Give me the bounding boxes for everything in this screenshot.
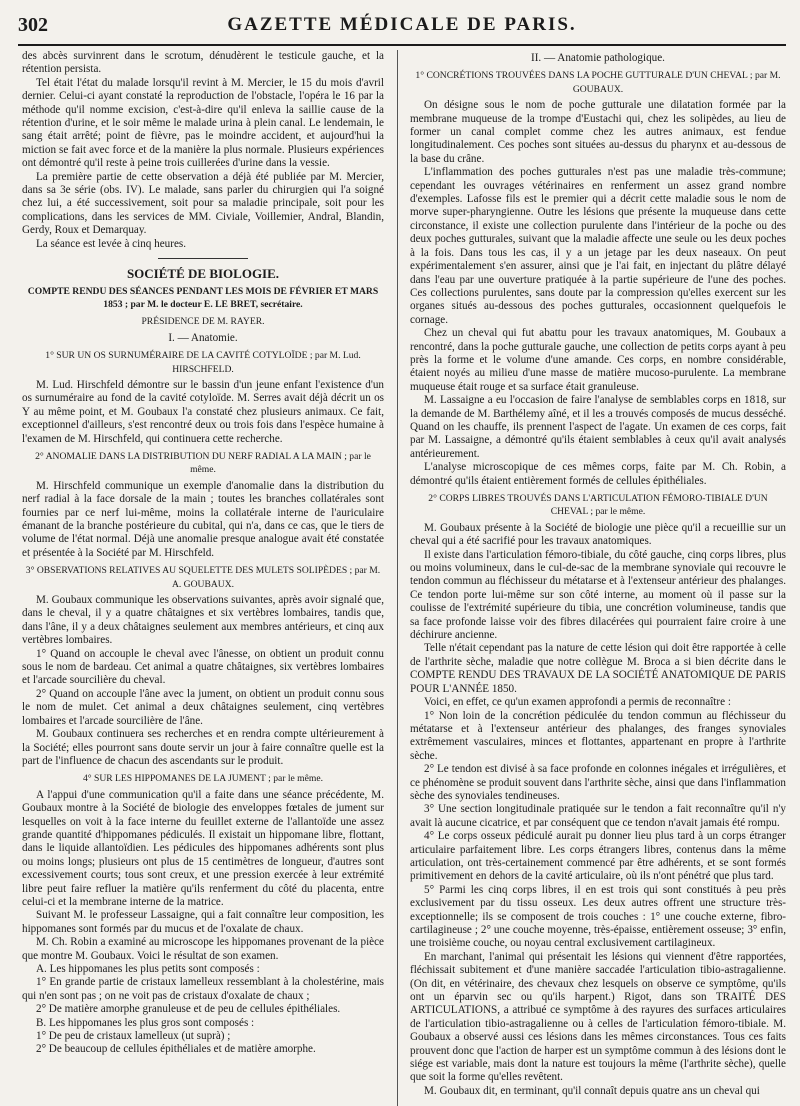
left-column	[22, 50, 384, 1106]
paragraph: 1° Non loin de la concrétion pédiculée du tendon commun au fléchisseur du métatarse et à l'extenseur antérieur des phalanges, des franges synoviales extrêmement vasculaires, minces et flottantes, appartenant en propre à l'arthrite sèche.	[410, 709, 786, 762]
paragraph: Voici, en effet, ce qu'un examen approfondi a permis de reconnaître :	[424, 696, 731, 709]
subsection-heading: 1° CONCRÉTIONS TROUVÉES DANS LA POCHE GUTTURALE D'UN CHEVAL ; par M. GOUBAUX.	[415, 70, 781, 95]
section-heading: II. — Anatomie pathologique.	[531, 52, 665, 64]
subsection-heading: 2° CORPS LIBRES TROUVÉS DANS L'ARTICULATION FÉMORO-TIBIALE D'UN CHEVAL ; par le même.	[428, 493, 768, 518]
paragraph: M. Goubaux présente à la Société de biologie une pièce qu'il a recueillie sur un cheval qui a été sacrifié pour les travaux anatomiques.	[410, 521, 786, 548]
paragraph: 5° Parmi les cinq corps libres, il en est trois qui sont constitués à peu près exclusivement par du tissu osseux. Les deux autres offrent une structure très-exceptionnelle; ils se composent de trois couches : 1° une couche externe, fibro-cartilagineuse ; 2° une couche moyenne, très-épaisse, entièrement osseuse; 3° enfin, une troisième couche, ou noyau central exclusivement cartilagineux.	[410, 883, 786, 950]
paragraph: On désigne sous le nom de poche gutturale une dilatation formée par la membrane muqueuse de la trompe d'Eustachi qui, chez les solipèdes, au lieu de former un canal complet comme chez les autres animaux, est fendue longitudinalement. Ces poches sont situées au-dessus du pharynx et au-dessous de la base du crâne.	[410, 99, 786, 165]
list-heading: B. Les hippomanes les plus gros sont composés :	[36, 1016, 255, 1029]
paragraph: Tel était l'état du malade lorsqu'il revint à M. Mercier, le 15 du mois d'avril dernier. Celui-ci ayant constaté la reproduction de l'obstacle, l'opéra le 16 par la méthode qu'il nomme excision, c'est-à-dire qu'il enleva la saillie cause de la rétention d'urine, et le soir même le malade urina à plein canal. Le lendemain, le sang était arrêté; point de fièvre, pas le moindre accident, et aujourd'hui la miction se fait avec force et de la manière la plus normale. Plusieurs expériences ont démontré qu'il reste à peine trois cuillerées d'urine dans la vessie.	[22, 76, 384, 170]
subsection-heading: 3° OBSERVATIONS RELATIVES AU SQUELETTE DES MULETS SOLIPÈDES ; par M. A. GOUBAUX.	[25, 565, 381, 590]
paragraph: M. Lud. Hirschfeld démontre sur le bassin d'un jeune enfant l'existence d'un os surnuméraire au fond de la cavité cotyloïde. M. Serres avait déjà décrit un os Y au même point, et M. Goubaux l'a constaté chez plusieurs animaux. Ce fait, exceptionnel d'ailleurs, s'est rencontré deux ou trois fois dans l'espèce humaine à l'examen de M. Hirschfeld, qui continuera cette recherche.	[22, 378, 384, 445]
journal-title: GAZETTE MÉDICALE DE PARIS.	[227, 14, 577, 35]
separator-rule	[158, 258, 248, 259]
list-item: 2° De beaucoup de cellules épithéliales et de matière amorphe.	[36, 1043, 316, 1056]
list-item: 2° De matière amorphe granuleuse et de peu de cellules épithéliales.	[36, 1003, 341, 1016]
paragraph: La première partie de cette observation a déjà été publiée par M. Mercier, dans sa 3e série (obs. IV). Le malade, sans parler du chirurgien qui l'a soigné chez lui, a été successivement, soit pour sa maladie principale, soit pour les complications, dans les services de MM. Civiale, Voillemier, Andral, Blandin, Gerdy, Roux et Demarquay.	[22, 170, 384, 237]
paragraph: M. Hirschfeld communique un exemple d'anomalie dans la distribution du nerf radial à la face dorsale de la main ; toutes les branches collatérales sont fournies par ce nerf lui-même, moins la collatérale interne de l'auriculaire émanant de la branche postérieure du cubital, qui n'a, dans ce cas, que le tiers de volume de l'état normal. Déjà une anomalie presque analogue avait été constatée et présentée à la Société par M. Hirschfeld.	[22, 479, 384, 559]
paragraph: La séance est levée à cinq heures.	[36, 237, 187, 250]
paragraph: M. Goubaux dit, en terminant, qu'il connaît depuis quatre ans un cheval qui	[424, 1084, 760, 1097]
page-number: 302	[18, 14, 48, 36]
paragraph: 1° Quand on accouple le cheval avec l'ânesse, on obtient un produit connu sous le nom de bardeau. Cet animal a quatre châtaignes, six vertèbres lombaires et l'arcade sourcilière du cheval.	[22, 647, 384, 687]
right-column	[410, 50, 786, 1106]
paragraph: 3° Une section longitudinale pratiquée sur le tendon a fait reconnaître qu'il n'y avait là aucune cicatrice, et par conséquent que ce tendon n'avait jamais été rompu.	[410, 803, 786, 829]
paragraph: L'analyse microscopique de ces mêmes corps, faite par M. Ch. Robin, a démontré qu'ils étaient entièrement formés de cellules épithéliales.	[410, 461, 786, 487]
paragraph: Chez un cheval qui fut abattu pour les travaux anatomiques, M. Goubaux a rencontré, dans la poche gutturale gauche, une collection de petits corps ayant à peu près la forme et le volume d'une amande. Ces corps, en nombre considérable, étaient noyés au milieu d'une masse de matière mucoso-purulente. La membrane muqueuse était rouge et sa surface était granuleuse.	[410, 327, 786, 393]
paragraph: des abcès survinrent dans le scrotum, dénudèrent le testicule gauche, et la rétention persista.	[22, 50, 384, 76]
paragraph: Telle n'était cependant pas la nature de cette lésion qui doit être rapportée à celle de l'arthrite sèche, maladie que notre collègue M. Broca a si bien décrite dans le COMPTE RENDU DES TRAVAUX DE LA SOCIÉTÉ ANATOMIQUE DE PARIS POUR L'ANNÉE 1850.	[410, 642, 786, 695]
paragraph: L'inflammation des poches gutturales n'est pas une maladie très-commune; cependant les ouvrages vétérinaires en renferment un assez grand nombre d'exemples. Lafosse fils est le premier qui a décrit cette maladie sous le nom de morve super-pharyngienne. Outre les lésions que présente la muqueuse dans cette circonstance, il existe une collection purulente dans l'intérieur de la poche ou des deux poches gutturales, suivant que la maladie affecte une seule ou les deux poches à la fois. Dans tous les cas, il y a un jetage par les deux naseaux. On peut expérimentalement s'en assurer, ainsi que je l'ai fait, en injectant du plâtre délayé dans l'eau par une ouverture pratiquée à la partie supérieure de l'une des poches. Ces collections purulentes, sans doute par la compression qu'elles exercent sur les organes situés au-dessous des poches gutturales, occasionnent quelquefois le cornage.	[410, 166, 786, 326]
paragraph: A l'appui d'une communication qu'il a faite dans une séance précédente, M. Goubaux montre à la Société de biologie des enveloppes fœtales de jument sur lesquelles on voit à la face interne du feuillet externe de l'allantoïde une assez grande quantité d'hippomanes pédiculés. Il existait un hippomane libre, flottant, dans le liquide allantoïdien. Les pédicules des hippomanes adhérents sont plus ou moins longs; plusieurs ont plus de 15 centimètres de longueur, d'autres sont excessivement courts; tous sont creux, et une pression exercée à leur extrémité libre peut faire refluer la matière qu'ils renferment du côté du placenta, entre celui-ci et la membrane interne de la matrice.	[22, 788, 384, 908]
subsection-heading: 2° ANOMALIE DANS LA DISTRIBUTION DU NERF RADIAL A LA MAIN ; par le même.	[35, 450, 371, 476]
paragraph: Il existe dans l'articulation fémoro-tibiale, du côté gauche, cinq corps libres, plus ou moins volumineux, dans le cul-de-sac de la membrane synoviale qui recouvre le tendon commun au fléchisseur du métatarse et à l'extenseur antérieur des phalanges. Ce tendon porte lui-même sur son côté interne, au moment où il passe sur la coulisse de l'extrémité supérieure du tibia, une concrétion volumineuse, tandis que sa face profonde laisse voir des fibres dilacérées qui pourraient faire croire à une déchirure ancienne.	[410, 548, 786, 642]
paragraph: M. Goubaux continuera ses recherches et en rendra compte ultérieurement à la Société; elles pourront sans doute servir un jour à faire connaître quelle est la part de l'influence de chacun des ascendants sur le produit.	[22, 728, 384, 767]
presidence: PRÉSIDENCE DE M. RAYER.	[141, 316, 265, 328]
paragraph: M. Goubaux communique les observations suivantes, après avoir signalé que, dans le cheval, il y a quatre châtaignes et six vertèbres lombaires, tandis que, dans l'âne, il y a deux châtaignes seulement aux membres antérieurs, et cinq aux vertèbres lombaires.	[22, 594, 384, 647]
section-heading: I. — Anatomie.	[168, 331, 238, 344]
list-item: 1° De peu de cristaux lamelleux (ut suprà) ;	[36, 1030, 231, 1043]
paragraph: 2° Le tendon est divisé à sa face profonde en colonnes inégales et irrégulières, et ce phénomène se produit souvent dans l'arthrite sèche, ainsi que dans l'inflammation sèche des synoviales tendineuses.	[410, 763, 786, 802]
paragraph: 4° Le corps osseux pédiculé aurait pu donner lieu plus tard à un corps étranger articulaire parfaitement libre. Les corps étrangers libres, contenus dans la même articulation, ont très-certainement commencé par être adhérents, et se sont formés primitivement en dehors de la cavité articulaire, où ils n'ont pénétré que plus tard.	[410, 830, 786, 883]
paragraph: En marchant, l'animal qui présentait les lésions qui viennent d'être rapportées, fléchissait subitement et d'une manière saccadée l'articulation tibio-astragalienne. (On dit, en vétérinaire, des chevaux chez lesquels on observe ce symptôme, qu'ils ont un éparvin sec ou qu'ils harpent.) Rigot, dans son TRAITÉ DES ARTICULATIONS, a attribué ce symptôme à des rayures des surfaces articulaires de l'articulation tibio-astragalienne ou à celles de l'articulation fémoro-tibiale. M. Goubaux a observé aussi ces lésions dans les mêmes circonstances. Tous ces faits prouvent donc que l'action de harper est un symptôme commun à des lésions dont le siége est variable, mais dont la nature est toujours la même (l'arthrite sèche), quelle que soit la forme qu'elles revêtent.	[410, 950, 786, 1084]
paragraph: 2° Quand on accouple l'âne avec la jument, on obtient un produit connu sous le nom de mulet. Cet animal a deux châtaignes seulement, cinq vertèbres lombaires et l'arcade sourcilière de l'âne.	[22, 687, 384, 727]
paragraph: Suivant M. le professeur Lassaigne, qui a fait connaître leur composition, les hippomanes sont formés par du mucus et de l'oxalate de chaux.	[22, 909, 384, 935]
column-divider	[397, 50, 398, 1106]
page-header	[18, 12, 786, 46]
report-title: COMPTE RENDU DES SÉANCES PENDANT LES MOIS DE FÉVRIER ET MARS 1853 ; par M. le docteur E. LE BRET, secrétaire.	[27, 285, 379, 310]
paragraph: M. Ch. Robin a examiné au microscope les hippomanes provenant de la pièce que montre M. Goubaux. Voici le résultat de son examen.	[22, 936, 384, 962]
list-heading: A. Les hippomanes les plus petits sont composés :	[36, 963, 260, 975]
paragraph: M. Lassaigne a eu l'occasion de faire l'analyse de semblables corps en 1818, sur la demande de M. Barthélemy aîné, et il les a trouvés composés de mucus desséché. Quand on les chauffe, ils prennent l'aspect de l'agate. Un examen de ces corps, fait par M. Lassaigne, a démontré qu'ils étaient semblables à ceux qu'il avait analysés antérieurement.	[410, 394, 786, 460]
society-title: SOCIÉTÉ DE BIOLOGIE.	[126, 266, 280, 282]
subsection-heading: 4° SUR LES HIPPOMANES DE LA JUMENT ; par le même.	[82, 773, 324, 785]
subsection-heading: 1° SUR UN OS SURNUMÉRAIRE DE LA CAVITÉ COTYLOÏDE ; par M. Lud. HIRSCHFELD.	[45, 350, 361, 375]
header-rule	[18, 44, 786, 46]
list-item: 1° En grande partie de cristaux lamelleux ressemblant à la cholestérine, mais qui n'en sont pas ; on ne voit pas de cristaux d'oxalate de chaux ;	[22, 976, 384, 1002]
